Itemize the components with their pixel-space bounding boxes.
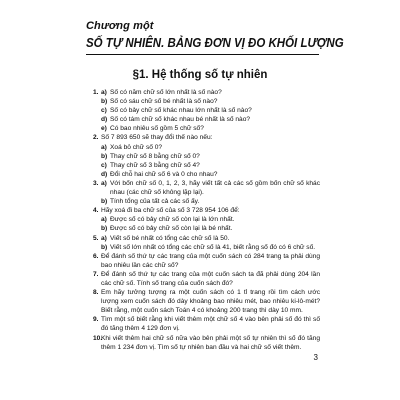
problem-number: 9. [93, 316, 99, 324]
section-title: §1. Hệ thống số tự nhiên [132, 69, 268, 81]
problem-number: 2. [93, 134, 99, 142]
problem-number: 3. [93, 179, 99, 187]
problem-number: 8. [93, 289, 99, 297]
part-text: Số có sáu chữ số bé nhất là số nào? [110, 98, 218, 106]
part-text: Số có năm chữ số lớn nhất là số nào? [110, 89, 222, 96]
part-label: b) [101, 98, 108, 106]
problem-number: 6. [93, 252, 99, 260]
problem-number: 4. [93, 207, 99, 215]
problem-item [93, 88, 320, 133]
problem-number: 10. [93, 334, 103, 342]
part-label: a) [101, 216, 107, 224]
part-label: c) [101, 161, 107, 169]
problem-item [93, 270, 320, 288]
problem-part [101, 161, 320, 170]
problem-item [93, 288, 320, 315]
problem-part [101, 124, 320, 133]
problem-part [101, 88, 320, 97]
part-label: a) [101, 234, 107, 242]
page-number: 3 [313, 353, 318, 362]
problem-part [101, 170, 320, 179]
problem-part [101, 106, 320, 115]
part-text: Đổi chỗ hai chữ số 6 và 0 cho nhau? [110, 170, 218, 178]
chapter-label: Chương một [86, 20, 154, 32]
part-text: Tính tổng của tất cả các số ấy. [110, 198, 200, 206]
problem-text: Để đánh số thứ tự các trang của một cuốn sách ta đã phải dùng 204 lần các chữ số. Tính số trang của cuốn sách đó? [101, 270, 320, 287]
problem-item [93, 334, 320, 352]
problem-part [101, 143, 320, 152]
part-text: Xoá bỏ chữ số 0? [110, 143, 163, 151]
part-text: Thay chữ số 8 bằng chữ số 0? [110, 152, 200, 160]
part-text: Viết số bé nhất có tổng các chữ số là 50. [110, 234, 230, 242]
problem-item [93, 315, 320, 333]
problem-text: Để đánh số thứ tự các trang của một cuốn sách có 284 trang ta phải dùng bao nhiêu lần các chữ số? [101, 252, 320, 269]
part-label: b) [101, 152, 108, 160]
part-label: a) [101, 179, 107, 187]
part-label: d) [101, 170, 108, 178]
problem-number: 5. [93, 234, 99, 242]
part-label: d) [101, 116, 108, 124]
problem-text: Em hãy tưởng tượng ra một cuốn sách có 1 tỉ trang rồi tìm cách ước lượng xem cuốn sách đó dày khoảng bao nhiêu mét, bao nhiêu ki-lô-mét? Biết rằng, một cuốn sách Toán 4 có khoảng 200 trang thì dày 10 mm. [101, 289, 320, 315]
problem-part [101, 179, 320, 197]
part-label: e) [101, 125, 107, 133]
problem-part [101, 243, 320, 252]
part-text: Số có tám chữ số khác nhau bé nhất là số nào? [110, 116, 251, 124]
part-text: Được số có bảy chữ số còn lại là lớn nhất. [110, 216, 235, 224]
problem-item [93, 179, 320, 206]
part-label: a) [101, 143, 107, 151]
chapter-title: SỐ TỰ NHIÊN. BẢNG ĐƠN VỊ ĐO KHỐI LƯỢNG [86, 36, 344, 50]
part-text: Thay chữ số 3 bằng chữ số 4? [110, 161, 200, 169]
problem-number: 1. [93, 89, 99, 96]
part-label: b) [101, 198, 108, 206]
problem-item [93, 252, 320, 270]
problem-part [101, 115, 320, 124]
problem-part [101, 224, 320, 233]
problem-text: Số 7 893 650 sẽ thay đổi thế nào nếu: [101, 134, 213, 142]
problem-item [93, 133, 320, 178]
part-label: c) [101, 107, 107, 115]
problem-item [93, 234, 320, 252]
part-text: Với bốn chữ số 0, 1, 2, 3, hãy viết tất cả các số gồm bốn chữ số khác nhau (các chữ số không lặp lại). [110, 179, 320, 197]
part-text: Được số có bảy chữ số còn lại là bé nhất. [110, 225, 233, 233]
problem-text: Hãy xoá đi ba chữ số của số 3 728 954 106 để: [101, 207, 240, 215]
problem-list [93, 88, 320, 352]
problem-part [101, 97, 320, 106]
part-text: Số có bảy chữ số khác nhau lớn nhất là số nào? [110, 107, 252, 115]
problem-text: Khi viết thêm hai chữ số nữa vào bên phải một số tự nhiên thì số đó tăng thêm 1 234 đơn vị. Tìm số tự nhiên ban đầu và hai chữ số viết thêm. [101, 334, 320, 351]
problem-part [101, 152, 320, 161]
problem-part [101, 215, 320, 224]
part-text: Có bao nhiêu số gồm 5 chữ số? [110, 125, 204, 133]
problem-item [93, 206, 320, 233]
title-underline [86, 54, 319, 55]
problem-part [101, 197, 320, 206]
part-label: b) [101, 225, 108, 233]
part-label: a) [101, 89, 107, 96]
part-text: Viết số lớn nhất có tổng các chữ số là 41, biết rằng số đó có 6 chữ số. [110, 243, 316, 251]
problem-number: 7. [93, 270, 99, 278]
part-label: b) [101, 243, 108, 251]
problem-part [101, 234, 320, 243]
problem-text: Tìm một số biết rằng khi viết thêm một chữ số 4 vào bên phải số đó thì số đó tăng thêm 4 129 đơn vị. [101, 316, 320, 333]
